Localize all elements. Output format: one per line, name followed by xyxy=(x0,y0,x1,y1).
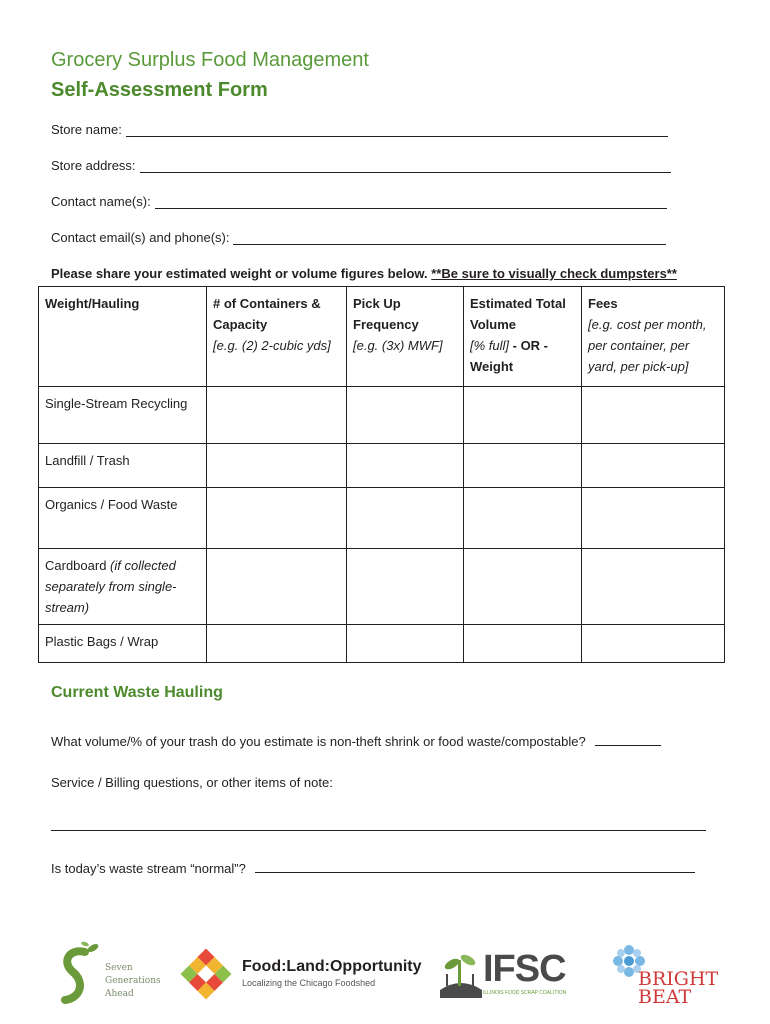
table-row xyxy=(39,549,725,625)
cell-input[interactable] xyxy=(464,444,582,488)
question-normal-label: Is today’s waste stream “normal”? xyxy=(51,861,246,876)
cell-input[interactable] xyxy=(582,488,725,549)
bright-beat-text: BRIGHT BEAT xyxy=(638,968,719,1008)
cell-input[interactable] xyxy=(464,625,582,663)
store-name-line[interactable] xyxy=(126,122,668,137)
header-pickup: Pick Up Frequency [e.g. (3x) MWF] xyxy=(347,287,464,387)
cell-input[interactable] xyxy=(582,625,725,663)
instructions-emphasis: **Be sure to visually check dumpsters** xyxy=(431,266,677,281)
cell-input[interactable] xyxy=(347,387,464,444)
seven-generations-ahead-logo xyxy=(55,940,105,1010)
cell-input[interactable] xyxy=(207,488,347,549)
contact-names-line[interactable] xyxy=(155,194,667,209)
cell-input[interactable] xyxy=(347,549,464,625)
cell-input[interactable] xyxy=(464,387,582,444)
cell-input[interactable] xyxy=(582,387,725,444)
question-billing-line[interactable] xyxy=(51,830,706,831)
cell-input[interactable] xyxy=(347,488,464,549)
contact-names-label: Contact name(s): xyxy=(51,194,151,209)
question-billing-label: Service / Billing questions, or other items of note: xyxy=(51,775,333,790)
contact-email-phone-label: Contact email(s) and phone(s): xyxy=(51,230,230,245)
contact-names-field[interactable] xyxy=(51,194,667,209)
contact-email-phone-line[interactable] xyxy=(233,230,666,245)
question-volume[interactable] xyxy=(51,733,661,749)
question-normal[interactable] xyxy=(51,860,695,876)
question-volume-label: What volume/% of your trash do you estimate is non-theft shrink or food waste/compostable? xyxy=(51,734,586,749)
form-title: Grocery Surplus Food Management xyxy=(51,49,369,71)
question-normal-line[interactable] xyxy=(255,860,695,873)
cell-input[interactable] xyxy=(347,625,464,663)
instructions-text: Please share your estimated weight or volume figures below. xyxy=(51,266,432,281)
seven-generations-ahead-text: Seven Generations Ahead xyxy=(105,963,161,999)
store-address-field[interactable] xyxy=(51,158,671,173)
row-label-landfill: Landfill / Trash xyxy=(39,444,207,488)
header-weight-hauling: Weight/Hauling xyxy=(39,287,207,387)
instructions-note xyxy=(51,266,677,281)
cell-input[interactable] xyxy=(464,549,582,625)
table-row xyxy=(39,444,725,488)
store-name-label: Store name: xyxy=(51,122,122,137)
cell-input[interactable] xyxy=(464,488,582,549)
ifsc-logo-icon xyxy=(438,946,484,998)
row-label-cardboard: Cardboard (if collected separately from single-stream) xyxy=(39,549,207,625)
store-name-field[interactable] xyxy=(51,122,668,137)
food-land-opportunity-logo xyxy=(178,946,234,1002)
section-title-current-waste: Current Waste Hauling xyxy=(51,684,223,701)
food-land-opportunity-subtitle: Localizing the Chicago Foodshed xyxy=(242,978,376,988)
cell-input[interactable] xyxy=(207,444,347,488)
row-label-organics: Organics / Food Waste xyxy=(39,488,207,549)
cell-input[interactable] xyxy=(207,549,347,625)
food-land-opportunity-title: Food:Land:Opportunity xyxy=(242,958,422,975)
table-row xyxy=(39,625,725,663)
cell-input[interactable] xyxy=(582,549,725,625)
waste-hauling-table xyxy=(38,286,725,663)
header-fees: Fees [e.g. cost per month, per container, per yard, per pick-up] xyxy=(582,287,725,387)
row-label-plastic: Plastic Bags / Wrap xyxy=(39,625,207,663)
store-address-label: Store address: xyxy=(51,158,136,173)
ifsc-title: IFSC xyxy=(483,948,566,990)
row-label-single-stream: Single-Stream Recycling xyxy=(39,387,207,444)
cell-input[interactable] xyxy=(207,387,347,444)
cell-input[interactable] xyxy=(347,444,464,488)
table-row xyxy=(39,387,725,444)
table-header-row xyxy=(39,287,725,387)
table-row xyxy=(39,488,725,549)
question-volume-line[interactable] xyxy=(595,733,661,746)
contact-email-phone-field[interactable] xyxy=(51,230,666,245)
cell-input[interactable] xyxy=(207,625,347,663)
header-total-volume: Estimated Total Volume [% full] - OR - Weight xyxy=(464,287,582,387)
header-containers: # of Containers & Capacity [e.g. (2) 2-cubic yds] xyxy=(207,287,347,387)
form-subtitle: Self-Assessment Form xyxy=(51,79,268,101)
cell-input[interactable] xyxy=(582,444,725,488)
partner-logos xyxy=(0,940,770,1010)
ifsc-subtitle: ILLINOIS FOOD SCRAP COALITION xyxy=(483,990,567,996)
store-address-line[interactable] xyxy=(140,158,671,173)
